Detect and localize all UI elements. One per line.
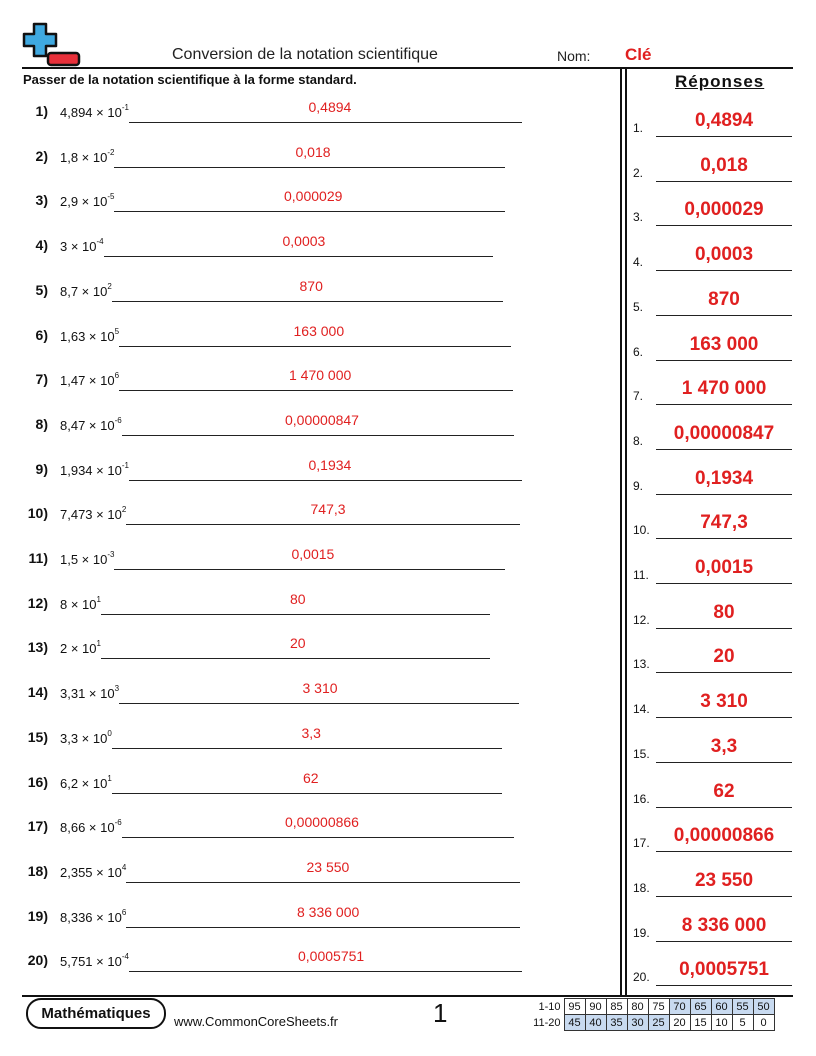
answer-key-value: 80 [713, 601, 735, 623]
score-cell: 25 [648, 1015, 669, 1031]
question-expression [60, 594, 101, 612]
answer-key-value: 747,3 [700, 512, 748, 534]
question-mantissa: 8,66 × 10 [60, 820, 115, 836]
answer-line [126, 882, 520, 883]
answer-key-row [632, 691, 792, 721]
name-label: Nom: [557, 48, 591, 64]
answer-key-row [632, 959, 792, 989]
answer-key-row [632, 646, 792, 676]
answer-key-row [632, 736, 792, 766]
question-number: 2) [35, 147, 48, 164]
question-answer: 62 [303, 769, 319, 786]
plus-minus-logo-icon [22, 22, 82, 68]
question-answer: 0,000029 [284, 188, 343, 205]
answer-key-number: 3. [633, 210, 644, 225]
answer-key-row [632, 199, 792, 229]
question-mantissa: 1,47 × 10 [60, 373, 115, 389]
question-exponent: -6 [114, 818, 122, 828]
answer-key-number: 4. [633, 255, 644, 270]
question-mantissa: 8,47 × 10 [60, 417, 115, 433]
answer-line [122, 837, 514, 838]
question-exponent: 1 [96, 639, 101, 649]
answer-key-row [632, 334, 792, 364]
answer-key-row [632, 289, 792, 319]
question-mantissa: 2,9 × 10 [60, 194, 108, 210]
answer-key-row [632, 781, 792, 811]
question-number: 3) [35, 192, 48, 209]
answer-key-line [656, 762, 792, 763]
score-cell: 45 [564, 1015, 585, 1031]
question-exponent: 1 [96, 594, 101, 604]
answer-key-number: 8. [633, 433, 644, 448]
score-range-label: 11-20 [533, 1016, 561, 1029]
header-rule [22, 67, 793, 69]
question-answer: 3,3 [301, 724, 321, 741]
question-exponent: -6 [114, 415, 122, 425]
answer-key-value: 0,0003 [694, 244, 754, 266]
answer-key-line [656, 538, 792, 539]
question-expression [60, 147, 115, 165]
answer-key-row [632, 244, 792, 274]
question-number: 17) [27, 818, 48, 835]
question-mantissa: 5,751 × 10 [60, 954, 122, 970]
answer-key-value: 23 550 [694, 869, 754, 891]
answer-key-line [656, 360, 792, 361]
answer-key-number: 18. [633, 880, 650, 895]
answer-key-row [632, 423, 792, 453]
subject-badge: Mathématiques [26, 998, 166, 1029]
answer-key-line [656, 672, 792, 673]
question-number: 6) [35, 326, 48, 343]
answers-title: Réponses [675, 72, 765, 91]
answer-key-line [656, 941, 792, 942]
answer-key-row [632, 915, 792, 945]
question-mantissa: 8 × 10 [60, 596, 97, 612]
question-expression [60, 415, 122, 433]
question-answer: 163 000 [293, 322, 345, 339]
answer-key-row [632, 557, 792, 587]
question-mantissa: 8,336 × 10 [60, 909, 122, 925]
question-number: 19) [27, 907, 48, 924]
question-number: 1) [35, 103, 48, 119]
answer-line [129, 122, 522, 123]
score-cell: 30 [627, 1015, 648, 1031]
question-answer: 0,018 [295, 143, 331, 160]
answer-line [104, 256, 493, 257]
name-value: Clé [625, 45, 652, 64]
column-divider [620, 69, 622, 995]
question-expression [60, 552, 114, 567]
question-number: 18) [27, 862, 48, 879]
question-answer: 0,00000866 [285, 814, 359, 831]
answer-line [119, 390, 513, 391]
answer-key-line [656, 225, 792, 226]
question-expression [60, 907, 127, 925]
answer-line [112, 748, 502, 749]
answer-key-number: 5. [633, 299, 644, 314]
answer-key-value: 0,4894 [694, 110, 754, 131]
question-expression [60, 686, 119, 701]
question-exponent: -5 [107, 192, 115, 202]
answer-key-number: 6. [633, 344, 644, 359]
column-divider [625, 69, 627, 995]
answer-line [122, 435, 514, 436]
answer-key-line [656, 985, 792, 986]
question-answer: 0,00000847 [285, 411, 359, 428]
question-mantissa: 2,355 × 10 [60, 864, 122, 880]
answer-line [129, 971, 522, 972]
score-cell: 20 [669, 1015, 690, 1031]
instructions: Passer de la notation scientifique à la forme standard. [23, 72, 357, 87]
answer-key-row [632, 512, 792, 542]
answer-key-line [656, 851, 792, 852]
answer-key-number: 14. [633, 702, 650, 717]
answer-key-line [656, 315, 792, 316]
answer-key-value: 0,0015 [694, 557, 754, 578]
question-mantissa: 1,8 × 10 [60, 149, 108, 165]
answer-key-line [656, 449, 792, 450]
question-exponent: 2 [107, 281, 112, 291]
score-cell: 15 [690, 1015, 711, 1031]
answer-key-number: 16. [633, 791, 650, 806]
question-exponent: 3 [114, 684, 120, 694]
answer-line [114, 211, 505, 212]
question-expression [60, 239, 104, 254]
question-expression [60, 373, 119, 388]
answer-key-number: 19. [633, 925, 650, 940]
score-cell: 80 [627, 999, 648, 1015]
answer-key-number: 10. [633, 523, 650, 538]
score-table [530, 998, 775, 1031]
question-answer: 23 550 [306, 858, 350, 875]
score-cell: 50 [753, 999, 774, 1015]
answer-key-value: 0,018 [700, 154, 748, 176]
question-number: 20) [27, 952, 48, 969]
question-number: 15) [27, 728, 48, 745]
question-exponent: -4 [96, 237, 104, 247]
score-cell: 75 [648, 999, 669, 1015]
answer-line [126, 927, 520, 928]
question-answer: 3 310 [302, 680, 338, 697]
question-expression [60, 507, 126, 522]
answer-line [119, 703, 519, 704]
question-answer: 80 [290, 590, 306, 607]
answer-key-line [656, 628, 792, 629]
answer-key-value: 20 [713, 646, 735, 668]
answer-key-row [632, 870, 792, 900]
answer-key-row [632, 602, 792, 632]
question-exponent: -2 [107, 147, 115, 157]
question-mantissa: 1,5 × 10 [60, 552, 108, 567]
answer-line [101, 614, 490, 615]
answer-key-line [656, 404, 792, 405]
score-cell: 10 [711, 1015, 732, 1031]
answer-key-row [632, 468, 792, 498]
answer-line [129, 480, 522, 481]
question-expression [60, 862, 127, 880]
question-expression [60, 105, 129, 120]
answer-key-line [656, 807, 792, 808]
question-mantissa: 7,473 × 10 [60, 507, 122, 523]
answer-key-number: 12. [633, 612, 650, 627]
question-mantissa: 8,7 × 10 [60, 283, 108, 299]
question-expression [60, 326, 120, 344]
question-number: 8) [35, 415, 48, 432]
question-number: 10) [27, 505, 48, 522]
answer-key-number: 20. [633, 970, 650, 985]
answer-key-line [656, 717, 792, 718]
question-number: 14) [27, 684, 48, 701]
answer-key-value: 0,0005751 [679, 959, 769, 981]
question-expression [60, 773, 112, 791]
answer-line [112, 793, 502, 794]
page-number: 1 [433, 998, 448, 1028]
answer-key-value: 3 310 [700, 691, 748, 713]
question-exponent: 1 [107, 773, 112, 783]
question-answer: 8 336 000 [297, 903, 360, 920]
score-cell: 70 [669, 999, 690, 1015]
score-cell: 5 [732, 1015, 753, 1031]
question-exponent: 6 [114, 371, 120, 381]
answer-key-value: 0,00000866 [673, 825, 775, 847]
score-cell: 65 [690, 999, 711, 1015]
score-cell: 0 [753, 1015, 774, 1031]
question-answer: 1 470 000 [289, 367, 352, 384]
question-mantissa: 3 × 10 [60, 239, 97, 255]
answer-key-row [632, 825, 792, 855]
question-number: 13) [27, 639, 48, 656]
question-mantissa: 3,3 × 10 [60, 730, 108, 746]
answer-key-value: 3,3 [710, 735, 738, 757]
score-cell: 55 [732, 999, 753, 1015]
answer-key-value: 0,00000847 [673, 422, 775, 444]
question-expression [60, 641, 101, 656]
question-answer: 747,3 [310, 501, 346, 518]
question-expression [60, 728, 112, 746]
answer-key-value: 163 000 [689, 333, 759, 355]
question-number: 9) [35, 460, 48, 477]
question-exponent: -3 [107, 550, 115, 559]
question-number: 7) [35, 371, 48, 388]
question-exponent: -4 [121, 952, 129, 962]
answer-line [126, 524, 520, 525]
footer-rule [22, 995, 793, 997]
question-exponent: 0 [107, 728, 112, 738]
answer-key-value: 62 [713, 780, 735, 802]
score-cell: 60 [711, 999, 732, 1015]
score-cell: 95 [564, 999, 585, 1015]
question-answer: 0,0005751 [298, 948, 365, 965]
question-exponent: 4 [121, 862, 127, 872]
answer-key-number: 17. [633, 836, 650, 851]
question-number: 4) [35, 237, 48, 254]
answer-key-line [656, 270, 792, 271]
answer-key-row [632, 378, 792, 408]
question-answer: 870 [299, 277, 323, 294]
question-answer: 20 [290, 635, 306, 652]
answer-key-value: 0,1934 [694, 467, 754, 489]
question-mantissa: 1,934 × 10 [60, 462, 122, 478]
question-expression [60, 194, 114, 209]
answer-key-value: 870 [708, 288, 740, 310]
question-exponent: -1 [121, 460, 129, 470]
worksheet-title: Conversion de la notation scientifique [172, 46, 438, 63]
score-cell: 90 [585, 999, 606, 1015]
answer-key-row [632, 155, 792, 185]
answer-line [101, 658, 490, 659]
question-number: 16) [27, 773, 48, 790]
answer-key-number: 11. [633, 568, 649, 582]
site-url: www.CommonCoreSheets.fr [174, 1014, 338, 1029]
question-number: 5) [35, 281, 48, 298]
answer-key-line [656, 583, 792, 584]
question-exponent: 2 [121, 505, 127, 515]
answer-key-number: 15. [633, 746, 650, 761]
answer-key-row [632, 110, 792, 140]
question-mantissa: 2 × 10 [60, 641, 97, 657]
question-expression [60, 460, 129, 478]
answer-line [114, 569, 505, 570]
question-number: 12) [27, 594, 48, 611]
question-expression [60, 954, 129, 969]
question-answer: 0,4894 [308, 99, 352, 115]
score-row [530, 1015, 774, 1031]
answer-key-line [656, 181, 792, 182]
answer-key-number: 2. [633, 165, 644, 180]
answer-key-value: 1 470 000 [681, 378, 767, 400]
answer-key-value: 8 336 000 [681, 914, 767, 936]
score-cell: 35 [606, 1015, 627, 1031]
score-row [530, 999, 774, 1015]
question-expression [60, 281, 112, 299]
answer-key-line [656, 494, 792, 495]
question-answer: 0,1934 [308, 456, 352, 473]
question-number: 11) [28, 550, 48, 566]
answer-key-number: 1. [633, 121, 644, 135]
question-exponent: -1 [121, 103, 129, 112]
answer-key-number: 13. [633, 657, 650, 672]
answer-line [114, 167, 505, 168]
question-answer: 0,0015 [291, 546, 335, 562]
answer-key-line [656, 136, 792, 137]
score-range-label: 1-10 [538, 1000, 561, 1013]
question-exponent: 6 [121, 907, 127, 917]
question-mantissa: 4,894 × 10 [60, 105, 122, 120]
answer-line [119, 346, 511, 347]
question-mantissa: 6,2 × 10 [60, 775, 108, 791]
score-cell: 85 [606, 999, 627, 1015]
question-expression [60, 820, 122, 835]
answer-line [112, 301, 503, 302]
answer-key-number: 7. [633, 389, 644, 404]
question-mantissa: 3,31 × 10 [60, 686, 115, 702]
question-mantissa: 1,63 × 10 [60, 328, 115, 344]
answer-key-line [656, 896, 792, 897]
answer-key-number: 9. [633, 478, 644, 493]
question-exponent: 5 [114, 326, 120, 336]
question-answer: 0,0003 [282, 233, 326, 250]
answer-key-value: 0,000029 [684, 199, 764, 221]
score-cell: 40 [585, 1015, 606, 1031]
